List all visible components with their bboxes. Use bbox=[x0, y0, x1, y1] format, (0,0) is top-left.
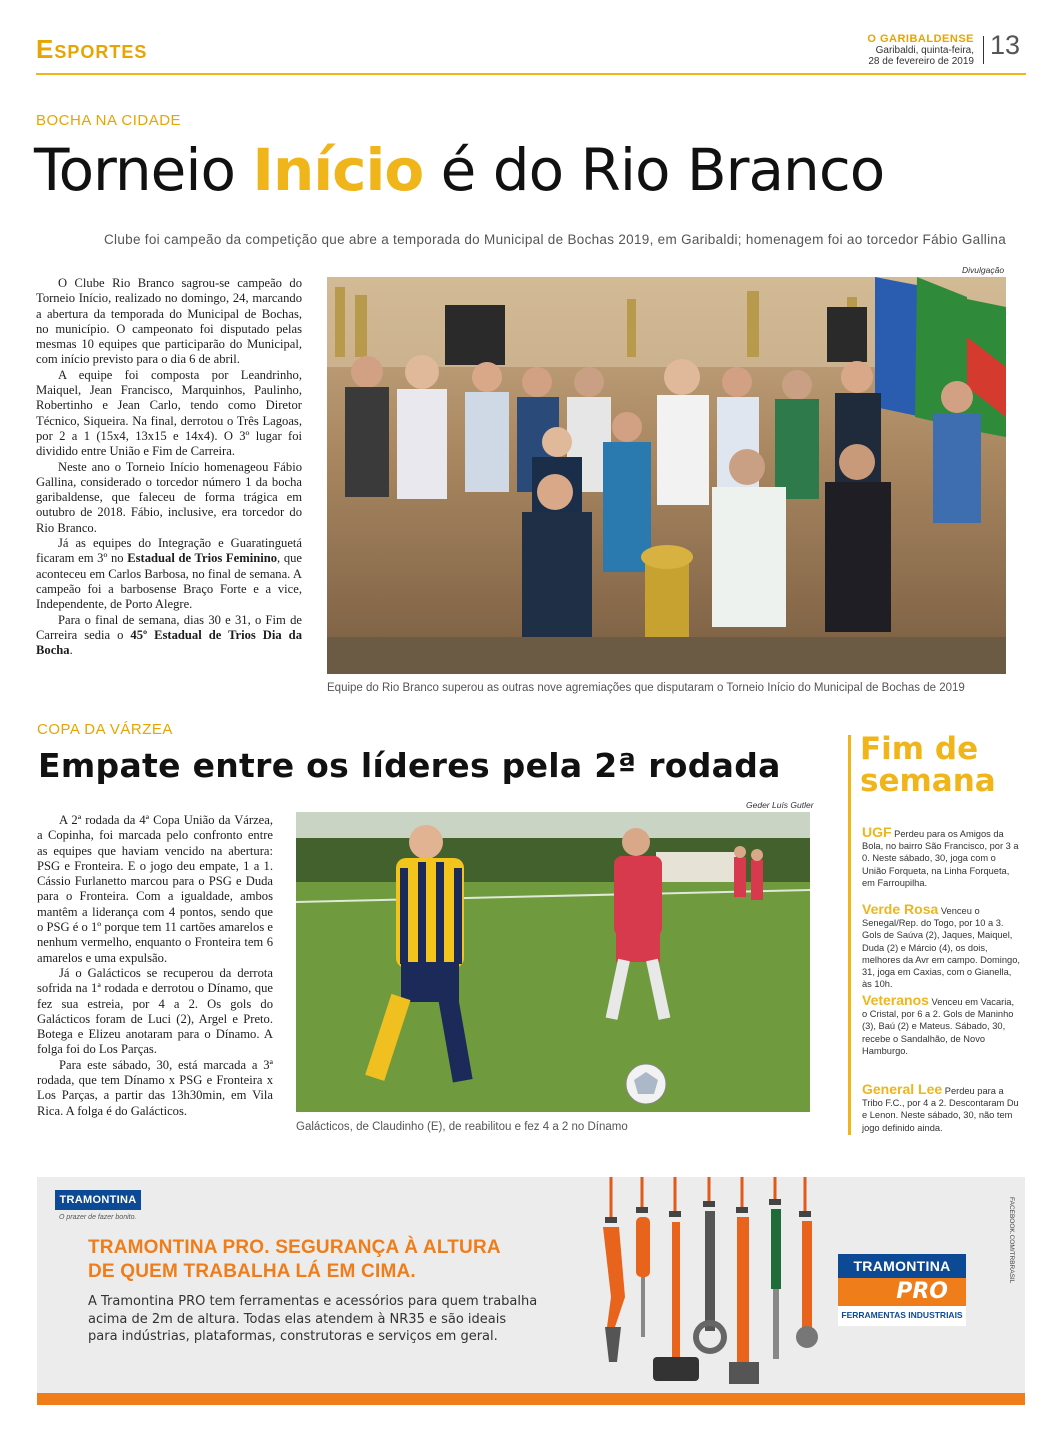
story1-photo-credit: Divulgação bbox=[962, 265, 1005, 275]
sidebar-team-name: General Lee bbox=[862, 1081, 943, 1097]
bold-text-run: Estadual de Trios Feminino bbox=[127, 551, 278, 566]
sidebar-rule bbox=[848, 735, 851, 1135]
story2-body bbox=[37, 813, 273, 1119]
text-run: Já as equipes do Integração e Guaratinguetá ficaram em 3º no bbox=[36, 536, 302, 566]
story2-paragraph: A 2ª rodada da 4ª Copa União da Várzea, a Copinha, foi marcada pelo confronto entre as equipes que haviam vencido na abertura: PSG e Fronteira. E o jogo deu empate, 1 a 1. Cássio Furlanetto marcou para o PSG e Duda para o Fronteira. Com a igualdade, ambos mantêm a liderança com 4 pontos, sendo que o PSG é o 1º porque tem 11 cartões amarelos e nenhum vermelho, enquanto o Fronteira tem 6 amarelos e uma expulsão. bbox=[37, 813, 273, 965]
section-title: Esportes bbox=[36, 34, 148, 64]
ad-side-url: FACEBOOK.COM/TRBRASIL bbox=[1008, 1197, 1015, 1284]
sidebar-item bbox=[862, 903, 1020, 990]
story1-photo-caption: Equipe do Rio Branco superou as outras nove agremiações que disputaram o Torneio Início do Municipal de Bochas de 2019 bbox=[327, 682, 965, 694]
ad-slogan: O prazer de fazer bonito. bbox=[59, 1214, 137, 1221]
page-number: 13 bbox=[990, 30, 1021, 60]
match-photo-illustration bbox=[296, 812, 810, 1112]
sidebar-item-text: Perdeu para a Tribo F.C., por 4 a 2. Descontaram Du e Lenon. Neste sábado, 30, não tem jogo definido ainda. bbox=[862, 1086, 1019, 1133]
pro-logo-brand: TRAMONTINA bbox=[838, 1254, 966, 1278]
ad-body-line: acima de 2m de altura. Todas elas atendem à NR35 e são ideais bbox=[88, 1311, 507, 1327]
ad-bottom-bar bbox=[37, 1393, 1025, 1405]
story2-headline: Empate entre os líderes pela 2ª rodada bbox=[38, 746, 781, 785]
header-rule bbox=[36, 73, 1026, 75]
ad-headline-line-2: DE QUEM TRABALHA LÁ EM CIMA. bbox=[88, 1261, 416, 1282]
story1-headline bbox=[34, 136, 884, 204]
ad-body-line: A Tramontina PRO tem ferramentas e acessórios para quem trabalha bbox=[88, 1294, 538, 1309]
story1-kicker: BOCHA NA CIDADE bbox=[36, 112, 182, 129]
ad-headline-line-1: TRAMONTINA PRO. SEGURANÇA À ALTURA bbox=[88, 1237, 501, 1258]
tramontina-logo: TRAMONTINA bbox=[55, 1190, 141, 1210]
sidebar-title bbox=[860, 733, 996, 797]
team-photo-illustration bbox=[327, 277, 1006, 674]
dateline-line-2: 28 de fevereiro de 2019 bbox=[868, 56, 974, 67]
text-run: Para o final de semana, dias 30 e 31, o Fim de Carreira sedia o bbox=[36, 612, 302, 642]
sidebar-title-line-1: Fim de bbox=[860, 731, 979, 767]
sidebar-team-name: Verde Rosa bbox=[862, 901, 939, 917]
sidebar-title-line-2: semana bbox=[860, 763, 996, 799]
pro-logo-tagline: FERRAMENTAS INDUSTRIAIS bbox=[841, 1310, 963, 1320]
headline-part-1: Torneio bbox=[34, 136, 253, 204]
story2-paragraph: Já o Galácticos se recuperou da derrota sofrida na 1ª rodada e derrotou o Dínamo, que fez sua estreia, por 4 a 2. Os gols do Galácticos foram de Luci (2), Argel e Preto. Botega e Elizeu anotaram para o Dínamo. A folga foi do Los Parças. bbox=[37, 965, 273, 1057]
hanging-tools-icon bbox=[597, 1177, 837, 1405]
sidebar-team-name: UGF bbox=[862, 824, 892, 840]
tramontina-pro-logo bbox=[838, 1254, 966, 1326]
sidebar-item bbox=[862, 994, 1020, 1057]
bold-text-run: 45º Estadual de Trios Dia da Bocha bbox=[36, 627, 302, 658]
page-number-divider bbox=[983, 36, 984, 64]
headline-highlight: Início bbox=[252, 136, 424, 204]
story1-deck: Clube foi campeão da competição que abre a temporada do Municipal de Bochas 2019, em Garibaldi; homenagem foi ao torcedor Fábio Gallina bbox=[103, 232, 1006, 247]
story1-paragraph bbox=[36, 613, 302, 659]
story2-photo-credit: Geder Luís Gutler bbox=[746, 800, 814, 810]
sidebar-team-name: Veteranos bbox=[862, 992, 929, 1008]
team-photo bbox=[327, 277, 1006, 674]
story1-paragraph: A equipe foi composta por Leandrinho, Maiquel, Jean Francisco, Marquinhos, Paulinho, Robertinho e Jean Carlo, tendo como Diretor Técnico, Siqueira. Na final, derrotou o Três Lagoas, por 2 a 1 (15x4, 13x15 e 14x4). O 3º lugar foi dividido entre União e Fim de Carreira. bbox=[36, 367, 302, 459]
headline-part-3: é do Rio Branco bbox=[423, 136, 885, 204]
story1-paragraph: Neste ano o Torneio Início homenageou Fábio Gallina, considerado o torcedor número 1 da bocha garibaldense, que faleceu de forma trágica em outubro de 2018. Fábio, inclusive, era torcedor do Rio Branco. bbox=[36, 459, 302, 535]
sidebar-item-text: Perdeu para os Amigos da Bola, no bairro São Francisco, por 3 a 0. Neste sábado, 30, joga com o União Forqueta, na Linha Forqueta, em Farroupilha. bbox=[862, 829, 1019, 888]
ad-body-line: para indústrias, plataformas, construtoras e serviços em geral. bbox=[88, 1329, 498, 1344]
text-run: . bbox=[69, 643, 73, 658]
advertisement bbox=[37, 1177, 1025, 1405]
story1-paragraph bbox=[36, 536, 302, 612]
ad-headline bbox=[88, 1236, 501, 1284]
sidebar-item bbox=[862, 826, 1020, 889]
dateline-line-1: Garibaldi, quinta-feira, bbox=[875, 45, 974, 56]
story1-body bbox=[36, 276, 302, 658]
story1-paragraph: O Clube Rio Branco sagrou-se campeão do Torneio Início, realizado no domingo, 24, marcando a abertura da temporada do Municipal de Bochas, no município. O campeonato foi disputado pelas mesmas 10 equipes que participarão do Municipal, com início previsto para o dia 6 de abril. bbox=[36, 276, 302, 367]
newspaper-dateline bbox=[867, 34, 974, 67]
sidebar-item-text: Venceu o Senegal/Rep. do Togo, por 10 a 3. Gols de Saúva (2), Jaques, Maiquel, Duda (2) e Márcio (4), os dois, melhores da Avr em campo. Domingo, 31, joga em Caxias, com o Gianella, às 10h. bbox=[862, 906, 1020, 990]
newspaper-name: O GARIBALDENSE bbox=[867, 33, 974, 45]
story2-kicker: COPA DA VÁRZEA bbox=[37, 721, 173, 738]
text-run: , que aconteceu em Carlos Barbosa, no final de semana. A campeão foi a barbosense Braço Forte e a vice, Independente, de Porto Alegre. bbox=[36, 551, 303, 612]
sidebar-item bbox=[862, 1083, 1020, 1134]
ad-body bbox=[88, 1293, 537, 1346]
match-photo bbox=[296, 812, 810, 1112]
sidebar-item-text: Venceu em Vacaria, o Cristal, por 6 a 2. Gols de Maninho (3), Baú (2) e Mateus. Sábado, 30, recebe o Sandalhão, de Novo Hamburgo. bbox=[862, 997, 1015, 1056]
story2-paragraph: Para este sábado, 30, está marcada a 3ª rodada, que tem Dínamo x PSG e Fronteira x Los Parças, a partir das 13h30min, em Vila Rica. A folga é do Galácticos. bbox=[37, 1057, 273, 1118]
story2-photo-caption: Galácticos, de Claudinho (E), de reabilitou e fez 4 a 2 no Dínamo bbox=[296, 1121, 628, 1133]
pro-logo-pro: PRO bbox=[838, 1278, 966, 1306]
